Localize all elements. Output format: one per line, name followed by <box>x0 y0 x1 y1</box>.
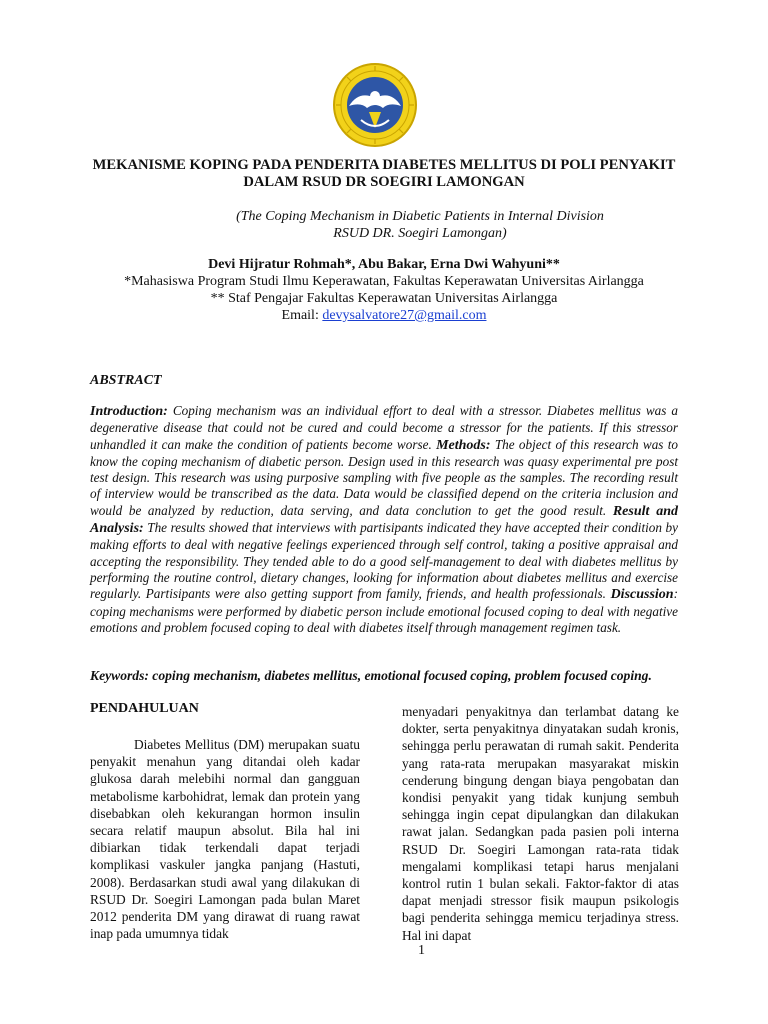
university-seal-logo <box>331 62 419 148</box>
paper-subtitle <box>180 208 660 242</box>
results-label: Result and Analysis: <box>90 503 678 537</box>
body-paragraph-right: menyadari penyakitnya dan terlambat datang ke dokter, serta penyakitnya dinyatakan sudah kronis, sehingga perlu perawatan di rumah sakit. Penderita yang rata-rata merupakan masyarakat miskin cenderung bingung dengan biaya pengobatan dan kondisi penyakit yang tidak kunjung sembuh sehingga ingin cepat dipulangkan dan dilakukan rawat jalan. Sedangkan pada pasien poli interna RSUD Dr. Soegiri Lamongan rata-rata tidak mengalami komplikasi tetapi harus menjalani kontrol rutin 1 bulan sekali. Faktor-faktor di atas dapat menjadi stressor fisik maupun psikologis bagi penderita sehingga memicu terjadinya stress. Hal ini dapat <box>402 704 679 943</box>
email-label: Email: <box>281 308 323 323</box>
body-column-right <box>402 703 679 944</box>
methods-label: Methods: <box>436 437 491 453</box>
abstract-body <box>90 403 678 636</box>
introduction-label: Introduction: <box>90 404 168 419</box>
paper-title-line-2: DALAM RSUD DR SOEGIRI LAMONGAN <box>243 174 525 190</box>
methods-text: The object of this research was to know the coping mechanism of diabetic person. Design used in this research was quasy experimental pre post test design. This research was using purposive sampling with five people as the samples. The recording result of interview would be transcribed as the data. Data would be classified depend on the criteria inclusion and would be analyzed by reduction, data serving, and data conclution to get the good result. <box>90 436 678 518</box>
introduction-text: Coping mechanism was an individual effort to deal with a stressor. Diabetes mellitus was a degenerative disease that could not be cured and could become a stressor for the patients. If this stressor unhandled it can make the condition of patients become worse. <box>90 403 678 452</box>
email-link[interactable]: devysalvatore27@gmail.com <box>322 308 487 323</box>
page-number: 1 <box>418 943 425 958</box>
affiliation-2: ** Staf Pengajar Fakultas Keperawatan Universitas Airlangga <box>210 291 558 306</box>
abstract-heading: ABSTRACT <box>90 373 162 388</box>
email-line <box>60 307 708 324</box>
author-names: Devi Hijratur Rohmah*, Abu Bakar, Erna Dwi Wahyuni** <box>208 257 560 272</box>
discussion-label: Discussion <box>610 587 674 603</box>
affiliation-1: *Mahasiswa Program Studi Ilmu Keperawatan, Fakultas Keperawatan Universitas Airlangga <box>124 274 644 289</box>
body-paragraph-left: Diabetes Mellitus (DM) merupakan suatu penyakit menahun yang ditandai oleh kadar glukosa darah melebihi normal dan gangguan metabolisme karbohidrat, lemak dan protein yang disebabkan oleh kekurangan hormon insulin secara relatif maupun absolut. Bila hal ini dibiarkan tidak terkendali dapat terjadi komplikasi vaskuler jangka panjang (Hastuti, 2008). Berdasarkan studi awal yang dilakukan di RSUD Dr. Soegiri Lamongan pada bulan Maret 2012 penderita DM yang dirawat di ruang rawat inap pada umumnya tidak <box>90 737 360 942</box>
paper-subtitle-line-2: RSUD DR. Soegiri Lamongan) <box>333 226 507 241</box>
section-heading-pendahuluan: PENDAHULUAN <box>90 701 199 716</box>
paper-subtitle-line-1: (The Coping Mechanism in Diabetic Patients in Internal Division <box>236 209 604 224</box>
keywords: Keywords: coping mechanism, diabetes mellitus, emotional focused coping, problem focused coping. <box>90 668 652 683</box>
paper-title <box>60 157 708 191</box>
author-block <box>60 256 708 324</box>
paper-title-line-1: MEKANISME KOPING PADA PENDERITA DIABETES MELLITUS DI POLI PENYAKIT <box>92 157 676 173</box>
results-text: The results showed that interviews with partisipants indicated they have accepted their condition by making efforts to deal with negative feelings experienced through self control, taking a positive appraisal and accepting the responsibility. They tended able to do a good self-management to deal with diabetes mellitus by performing the routine control, dietary changes, looking for information about diabetes mellitus and exercise regularly. Partisipants were also getting support from family, friends, and health professionals. <box>90 520 678 602</box>
body-column-left <box>90 736 360 942</box>
discussion-text: : coping mechanisms were performed by diabetic person include emotional focused coping to deal with negative emotions and problem focused coping to deal with diabetes itself through management regimen task. <box>90 586 678 635</box>
